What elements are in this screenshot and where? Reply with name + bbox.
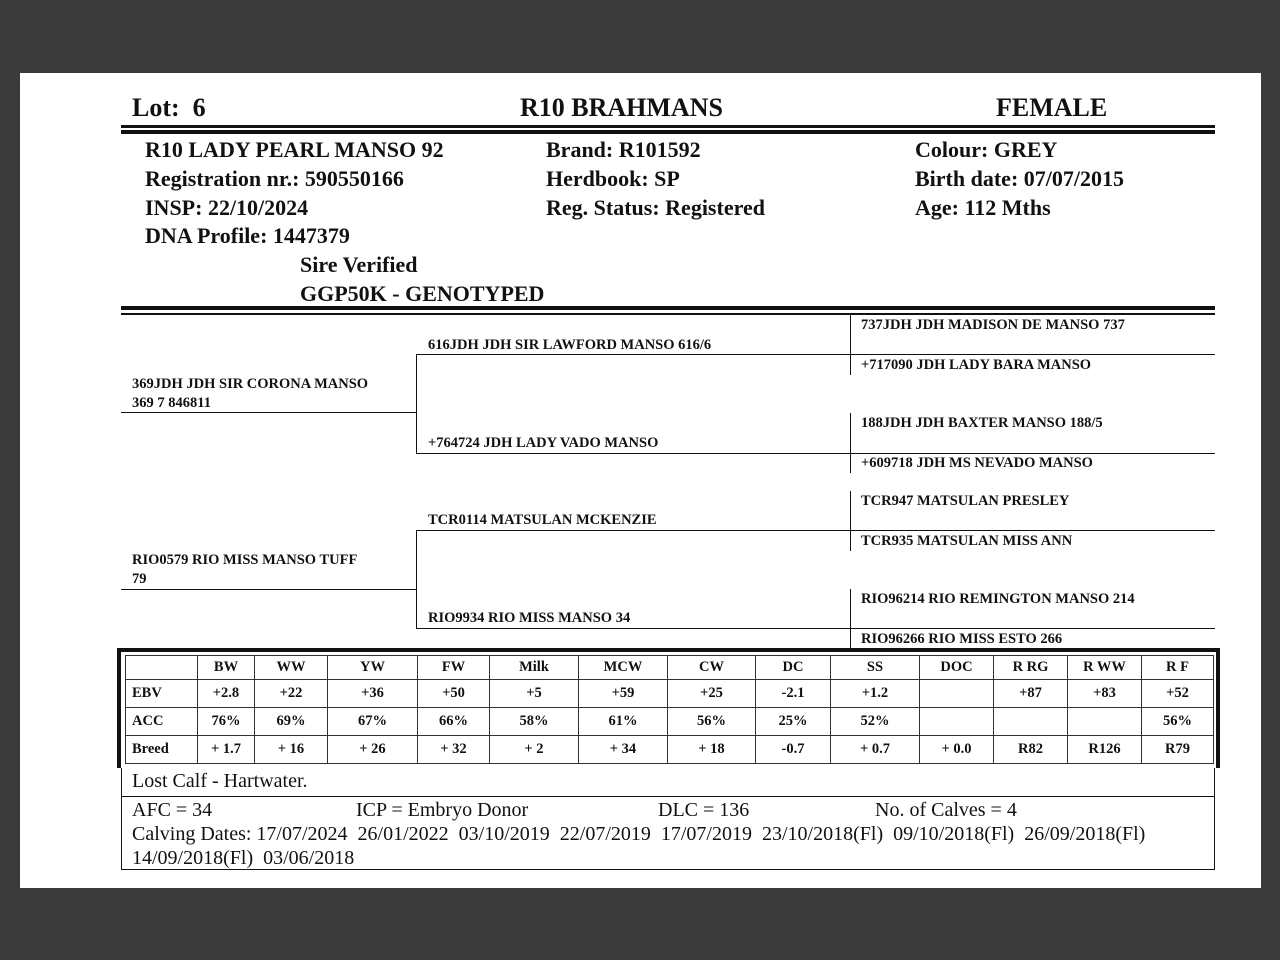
pedigree-dam-reg: 79 [132, 571, 147, 587]
pedigree-ggp-2: +717090 JDH LADY BARA MANSO [861, 357, 1092, 373]
sire-verified: Sire Verified [300, 252, 418, 277]
ebv-row-label: EBV [126, 680, 198, 708]
ebv-cell: 76% [198, 708, 255, 736]
pedigree-line [850, 589, 851, 649]
ebv-cell: + 2 [490, 736, 579, 764]
ebv-cell: 58% [490, 708, 579, 736]
ebv-cell: +1.2 [831, 680, 920, 708]
notes-border-left [121, 768, 122, 870]
pedigree-line [850, 315, 851, 375]
ebv-cell: R82 [994, 736, 1068, 764]
ebv-cell: + 18 [668, 736, 756, 764]
ebv-cell: +2.8 [198, 680, 255, 708]
ebv-table [125, 655, 1214, 764]
registration-status: Reg. Status: Registered [546, 195, 765, 220]
ebv-cell: +59 [579, 680, 668, 708]
acc-row [126, 708, 1214, 736]
pedigree-sire-reg: 369 7 846811 [132, 395, 211, 411]
genotyped-status: GGP50K - GENOTYPED [300, 281, 545, 306]
ebv-cell: 66% [418, 708, 490, 736]
ebv-cell: R79 [1142, 736, 1214, 764]
pedigree-sire-sire: 616JDH JDH SIR LAWFORD MANSO 616/6 [428, 337, 712, 353]
ebv-col-header: R WW [1068, 656, 1142, 680]
ebv-cell [920, 708, 994, 736]
pedigree-line [850, 491, 851, 551]
dna-profile: DNA Profile: 1447379 [145, 223, 350, 248]
ebv-cell: + 34 [579, 736, 668, 764]
ebv-cell: 61% [579, 708, 668, 736]
ebv-cell [920, 680, 994, 708]
pedigree-dam-sire: TCR0114 MATSULAN MCKENZIE [428, 512, 657, 528]
header-rule-top [121, 125, 1215, 128]
ebv-header-row [126, 656, 1214, 680]
header-rule-bottom [121, 130, 1215, 134]
pedigree-line [416, 628, 850, 629]
ebv-col-header: BW [198, 656, 255, 680]
ebv-cell: 67% [328, 708, 418, 736]
pedigree-line [416, 453, 850, 454]
registration-number: Registration nr.: 590550166 [145, 166, 404, 191]
ebv-col-header: YW [328, 656, 418, 680]
ebv-col-header: DC [756, 656, 831, 680]
lost-calf-note: Lost Calf - Hartwater. [132, 770, 308, 792]
ebv-col-header: R RG [994, 656, 1068, 680]
pedigree-line [416, 530, 417, 629]
pedigree-line [416, 530, 850, 531]
ebv-cell: +25 [668, 680, 756, 708]
birth-date: Birth date: 07/07/2015 [915, 166, 1124, 191]
notes-border-right [1214, 768, 1215, 870]
ebv-cell: + 32 [418, 736, 490, 764]
pedigree-line [416, 354, 850, 355]
animal-name: R10 LADY PEARL MANSO 92 [145, 137, 444, 162]
pedigree-line [416, 354, 417, 454]
info-rule-top [121, 306, 1215, 310]
ebv-cell: R126 [1068, 736, 1142, 764]
ebv-col-header: DOC [920, 656, 994, 680]
dlc-value: DLC = 136 [658, 799, 750, 821]
pedigree-ggp-7: RIO96214 RIO REMINGTON MANSO 214 [861, 591, 1135, 607]
lot-label: Lot: 6 [132, 93, 206, 122]
age: Age: 112 Mths [915, 195, 1051, 220]
pedigree-line [850, 354, 1215, 355]
pedigree-line [121, 412, 416, 413]
ebv-cell: + 0.7 [831, 736, 920, 764]
pedigree-line [850, 530, 1215, 531]
ebv-col-header: WW [255, 656, 328, 680]
ebv-cell: +36 [328, 680, 418, 708]
pedigree-sire-dam: +764724 JDH LADY VADO MANSO [428, 435, 659, 451]
pedigree-line [850, 413, 851, 473]
pedigree-ggp-5: TCR947 MATSULAN PRESLEY [861, 493, 1070, 509]
ebv-cell: + 26 [328, 736, 418, 764]
pedigree-ggp-8: RIO96266 RIO MISS ESTO 266 [861, 631, 1063, 647]
ebv-cell: 56% [1142, 708, 1214, 736]
ebv-frame-top [117, 648, 1220, 652]
pedigree-line [850, 628, 1215, 629]
ebv-cell: + 1.7 [198, 736, 255, 764]
ebv-cell: + 0.0 [920, 736, 994, 764]
ebv-cell: 52% [831, 708, 920, 736]
lot-number: 6 [192, 93, 206, 122]
ebv-col-header [126, 656, 198, 680]
calving-dates: Calving Dates: 17/07/2024 26/01/2022 03/10/2019 22/07/2019 17/07/2019 23/10/2018(Fl) 09/10/2018(Fl) 26/09/2018(Fl) [132, 823, 1146, 845]
pedigree-line [121, 589, 416, 590]
ebv-row-label: Breed [126, 736, 198, 764]
pedigree-dam: RIO0579 RIO MISS MANSO TUFF [132, 552, 358, 568]
ebv-cell: +5 [490, 680, 579, 708]
breed-row [126, 736, 1214, 764]
afc-value: AFC = 34 [132, 799, 213, 821]
ebv-cell: +22 [255, 680, 328, 708]
info-rule-bottom [121, 313, 1215, 315]
pedigree-ggp-4: +609718 JDH MS NEVADO MANSO [861, 455, 1093, 471]
notes-divider [121, 796, 1215, 797]
pedigree-dam-dam: RIO9934 RIO MISS MANSO 34 [428, 610, 631, 626]
ebv-col-header: FW [418, 656, 490, 680]
sex-label: FEMALE [996, 93, 1108, 122]
ebv-cell: +83 [1068, 680, 1142, 708]
herdbook: Herdbook: SP [546, 166, 680, 191]
pedigree-ggp-6: TCR935 MATSULAN MISS ANN [861, 533, 1073, 549]
ebv-cell: 25% [756, 708, 831, 736]
calves-count: No. of Calves = 4 [875, 799, 1017, 821]
inspection-date: INSP: 22/10/2024 [145, 195, 309, 220]
ebv-col-header: SS [831, 656, 920, 680]
pedigree-ggp-1: 737JDH JDH MADISON DE MANSO 737 [861, 317, 1125, 333]
ebv-cell: +87 [994, 680, 1068, 708]
ebv-frame-right [1216, 648, 1220, 768]
ebv-cell: + 16 [255, 736, 328, 764]
icp-value: ICP = Embryo Donor [356, 799, 529, 821]
ebv-col-header: MCW [579, 656, 668, 680]
ebv-cell: 56% [668, 708, 756, 736]
ebv-cell [994, 708, 1068, 736]
ebv-cell: -2.1 [756, 680, 831, 708]
ebv-row-label: ACC [126, 708, 198, 736]
herd-name: R10 BRAHMANS [520, 93, 723, 122]
colour: Colour: GREY [915, 137, 1058, 162]
ebv-row [126, 680, 1214, 708]
pedigree-line [850, 453, 1215, 454]
ebv-cell: -0.7 [756, 736, 831, 764]
ebv-col-header: CW [668, 656, 756, 680]
pedigree-sire: 369JDH JDH SIR CORONA MANSO [132, 376, 369, 392]
ebv-col-header: Milk [490, 656, 579, 680]
pedigree-ggp-3: 188JDH JDH BAXTER MANSO 188/5 [861, 415, 1103, 431]
ebv-cell: 69% [255, 708, 328, 736]
brand: Brand: R101592 [546, 137, 701, 162]
ebv-cell [1068, 708, 1142, 736]
ebv-col-header: R F [1142, 656, 1214, 680]
ebv-frame-left [117, 648, 121, 768]
ebv-cell: +52 [1142, 680, 1214, 708]
ebv-cell: +50 [418, 680, 490, 708]
calving-dates-continued: 14/09/2018(Fl) 03/06/2018 [132, 847, 355, 869]
